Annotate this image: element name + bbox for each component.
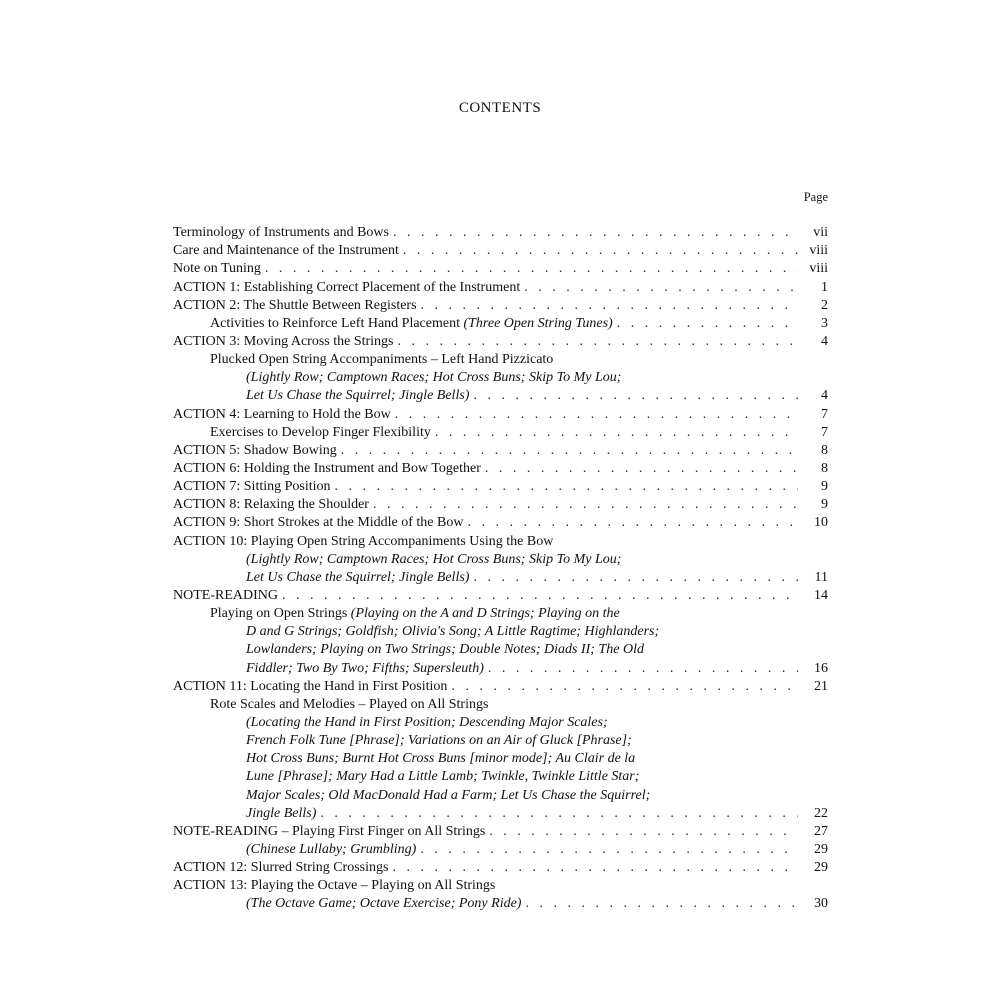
toc-entry-page: 8 [821,442,828,458]
toc-entry-page: 16 [814,660,828,676]
toc-entry-title: Activities to Reinforce Left Hand Placement (Three Open String Tunes) [210,315,613,331]
toc-entry-title: ACTION 4: Learning to Hold the Bow [173,406,391,422]
toc-entry [173,442,828,460]
toc-entry [173,460,828,478]
toc-entry [173,768,828,786]
toc-entry-page: 4 [821,388,828,404]
toc-entry-title: ACTION 12: Slurred String Crossings [173,860,389,876]
toc-entry [173,297,828,315]
toc-entry [173,641,828,659]
table-of-contents [173,224,828,913]
toc-entry-page: vii [813,225,828,241]
toc-entry-title: (Lightly Row; Camptown Races; Hot Cross Buns; Skip To My Lou; [246,370,622,386]
toc-entry-title: NOTE-READING – Playing First Finger on All Strings [173,823,486,839]
toc-entry [173,351,828,369]
toc-entry-title: Note on Tuning [173,261,261,277]
page-column-label: Page [803,190,828,204]
dot-leader [525,895,798,913]
toc-entry-title: Lowlanders; Playing on Two Strings; Double Notes; Diads II; The Old [246,642,644,658]
toc-entry-title: ACTION 11: Locating the Hand in First Position [173,678,448,694]
toc-entry [173,696,828,714]
toc-entry-title: D and G Strings; Goldfish; Olivia's Song; A Little Ragtime; Highlanders; [246,624,660,640]
toc-entry-title: Lune [Phrase]; Mary Had a Little Lamb; Twinkle, Twinkle Little Star; [246,769,640,785]
toc-entry-title: Fiddler; Two By Two; Fifths; Supersleuth) [246,660,484,676]
toc-entry [173,786,828,804]
toc-entry-page: 21 [814,678,828,694]
toc-entry-title: (The Octave Game; Octave Exercise; Pony Ride) [246,896,522,912]
toc-entry [173,678,828,696]
toc-entry-page: 30 [814,896,828,912]
toc-entry [173,260,828,278]
toc-entry-page: 29 [814,860,828,876]
toc-entry [173,750,828,768]
toc-entry-page: 2 [821,297,828,313]
toc-entry-title: Playing on Open Strings (Playing on the A and D Strings; Playing on the [210,606,620,622]
dot-leader [485,460,798,478]
toc-entry-title: ACTION 7: Sitting Position [173,479,331,495]
toc-entry-title: ACTION 1: Establishing Correct Placement of the Instrument [173,279,521,295]
dot-leader [373,496,798,514]
toc-entry-title: ACTION 5: Shadow Bowing [173,442,337,458]
toc-entry [173,823,828,841]
dot-leader [403,242,798,260]
toc-entry-page: 9 [821,497,828,513]
toc-entry-title: Let Us Chase the Squirrel; Jingle Bells) [246,569,470,585]
toc-entry [173,605,828,623]
toc-entry-page: 8 [821,460,828,476]
toc-entry [173,315,828,333]
toc-entry-title: Hot Cross Buns; Burnt Hot Cross Buns [minor mode]; Au Clair de la [246,751,636,767]
toc-entry-page: viii [809,261,828,277]
toc-entry [173,242,828,260]
toc-entry-title: Let Us Chase the Squirrel; Jingle Bells) [246,388,470,404]
toc-entry [173,859,828,877]
page-title: CONTENTS [458,100,542,116]
toc-entry [173,387,828,405]
dot-leader [392,859,798,877]
toc-entry-page: 10 [814,515,828,531]
toc-entry [173,805,828,823]
toc-entry-title: Rote Scales and Melodies – Played on All Strings [210,696,489,712]
toc-entry-page: 27 [814,823,828,839]
toc-entry [173,587,828,605]
dot-leader [467,514,798,532]
toc-entry [173,714,828,732]
toc-entry [173,224,828,242]
dot-leader [489,823,798,841]
toc-entry [173,623,828,641]
toc-entry-page: 7 [821,424,828,440]
toc-entry [173,841,828,859]
toc-entry-title: (Chinese Lullaby; Grumbling) [246,841,417,857]
toc-entry [173,514,828,532]
toc-entry-title: Plucked Open String Accompaniments – Left Hand Pizzicato [210,352,554,368]
dot-leader [421,297,798,315]
toc-entry-page: 11 [814,569,828,585]
dot-leader [341,442,798,460]
toc-entry-title: (Locating the Hand in First Position; Descending Major Scales; [246,714,608,730]
toc-entry-title: NOTE-READING [173,587,278,603]
dot-leader [335,478,798,496]
toc-entry-title: (Lightly Row; Camptown Races; Hot Cross Buns; Skip To My Lou; [246,551,622,567]
toc-entry-title: ACTION 3: Moving Across the Strings [173,333,394,349]
toc-entry-page: 29 [814,841,828,857]
dot-leader [473,387,798,405]
toc-entry [173,478,828,496]
toc-entry [173,532,828,550]
toc-entry [173,895,828,913]
toc-entry [173,551,828,569]
toc-entry-page: 3 [821,315,828,331]
dot-leader [282,587,798,605]
toc-entry-title: ACTION 13: Playing the Octave – Playing on All Strings [173,878,496,894]
toc-entry-title: Care and Maintenance of the Instrument [173,243,399,259]
toc-entry-title: ACTION 6: Holding the Instrument and Bow Together [173,460,481,476]
dot-leader [473,569,798,587]
toc-entry [173,424,828,442]
dot-leader [488,660,798,678]
toc-entry [173,278,828,296]
toc-entry [173,659,828,677]
dot-leader [420,841,798,859]
dot-leader [435,424,798,442]
toc-entry-title: Jingle Bells) [246,805,317,821]
toc-entry [173,496,828,514]
toc-entry-title: Major Scales; Old MacDonald Had a Farm; Let Us Chase the Squirrel; [246,787,651,803]
dot-leader [617,315,798,333]
dot-leader [393,224,798,242]
toc-entry-page: 14 [814,587,828,603]
toc-entry-page: 22 [814,805,828,821]
toc-entry [173,333,828,351]
toc-entry [173,732,828,750]
toc-entry-subtitle: (Three Open String Tunes) [463,315,613,331]
toc-entry-title: ACTION 10: Playing Open String Accompaniments Using the Bow [173,533,554,549]
toc-entry [173,877,828,895]
toc-entry-subtitle: (Playing on the A and D Strings; Playing on the [350,606,620,622]
toc-entry-page: 4 [821,333,828,349]
toc-entry-title: Exercises to Develop Finger Flexibility [210,424,431,440]
toc-entry [173,569,828,587]
dot-leader [451,678,798,696]
toc-entry-title: ACTION 2: The Shuttle Between Registers [173,297,417,313]
dot-leader [398,333,799,351]
toc-entry-page: viii [809,243,828,259]
toc-entry-title: Terminology of Instruments and Bows [173,225,389,241]
toc-entry-title: French Folk Tune [Phrase]; Variations on an Air of Gluck [Phrase]; [246,733,632,749]
toc-entry-page: 9 [821,479,828,495]
toc-entry-title: ACTION 9: Short Strokes at the Middle of the Bow [173,515,464,531]
toc-entry-page: 7 [821,406,828,422]
toc-entry [173,405,828,423]
toc-entry [173,369,828,387]
dot-leader [395,406,798,424]
toc-entry-title: ACTION 8: Relaxing the Shoulder [173,497,369,513]
dot-leader [524,279,798,297]
toc-entry-page: 1 [821,279,828,295]
dot-leader [320,805,798,823]
dot-leader [265,260,798,278]
